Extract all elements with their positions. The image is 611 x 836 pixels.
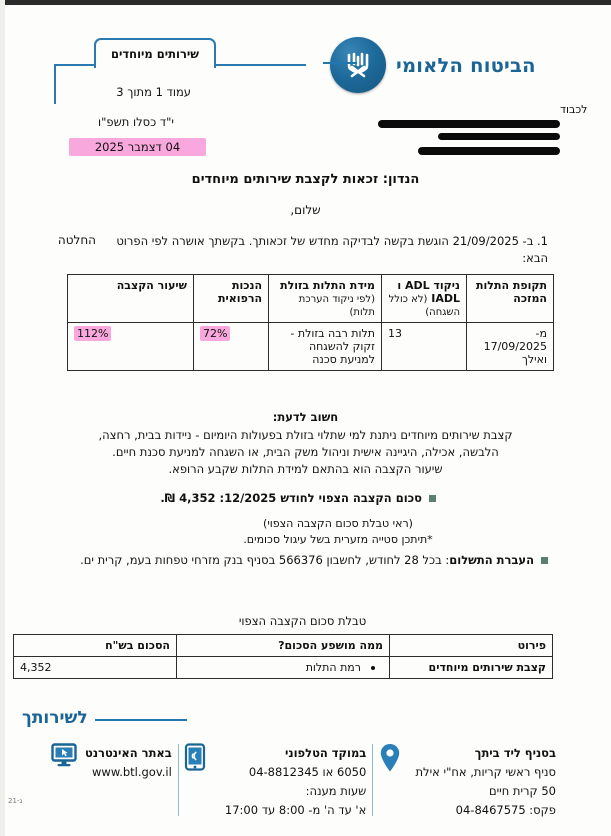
expected-amount-subnote-line-2: *תיתכן סטייה מזערית בשל עיגול סכומים.	[243, 533, 433, 546]
bullet-payment-transfer-text	[60, 552, 534, 569]
expected-amount-table	[13, 634, 553, 679]
bullet-expected-amount	[56, 490, 436, 507]
cell-benefit-name: קצבת שירותים מיוחדים	[390, 657, 553, 679]
table-row	[14, 657, 553, 679]
bullet-expected-amount-label: סכום הקצבה הצפוי לחודש 12/2025: 4,352 ₪.	[160, 491, 422, 505]
decision-section-text: 1. ב- 21/09/2025 הוגשת בקשה לבדיקה מחדש של זכאותך. בקשתך אושרה לפי הפרוט הבא:	[116, 234, 548, 265]
footer-contact-columns	[51, 742, 556, 818]
amount-table-caption: טבלת סכום הקצבה הצפוי	[238, 614, 367, 628]
bullet-payment-transfer-label: העברת התשלום	[449, 553, 534, 567]
bullet-square-icon	[541, 557, 548, 564]
page-counter	[116, 85, 191, 99]
column-header-period: תקופת התלות המזכה	[467, 275, 554, 323]
important-note-body	[63, 427, 548, 478]
footer-column-website	[51, 742, 172, 818]
footer-website-head: באתר האינטרנט	[85, 746, 172, 760]
page-title: הנדון: זכאות לקצבת שירותים מיוחדים	[191, 172, 420, 187]
footer-phone-head: במוקד הטלפוני	[285, 746, 367, 760]
tab-vertical-rule	[54, 64, 56, 104]
scan-edge-left	[0, 0, 5, 836]
footer-branch-text	[409, 742, 556, 818]
important-note-line-2: הלבשה, אכילה, היגיינה אישית וניהול משק הבית, או השגחה למניעת סכנת חיים.	[112, 445, 499, 459]
column-header-adl	[382, 275, 467, 323]
footer-branch-address-2: 50 קרית חיים	[488, 784, 556, 798]
footer-phone-hours-value: א' עד ה' מ- 8:00 עד 17:00	[224, 803, 367, 817]
redacted-recipient-line-2	[438, 133, 560, 140]
bullet-square-icon	[429, 495, 436, 502]
column-header-adl-main: ניקוד ADL ו IADL	[397, 279, 460, 305]
column-header-degree	[269, 275, 382, 323]
decision-section-label: החלטה	[57, 233, 96, 247]
footer-branch-fax: פקס: 04-8467575	[455, 803, 556, 817]
gregorian-date-highlighted: 04 דצמבר 2025	[69, 138, 206, 156]
column-header-adl-sub: (לא כולל השגחה)	[388, 294, 460, 318]
footer-branch-address-1: סניף ראשי קריות, אח"י אילת	[415, 765, 556, 779]
expected-amount-subnote	[128, 516, 548, 548]
cell-adl-score: 13	[382, 323, 467, 371]
cell-benefit-rate-value: 112%	[74, 326, 111, 341]
map-pin-icon	[379, 743, 401, 777]
column-header-detail: פירוט	[390, 635, 553, 657]
footer-website-text	[85, 742, 172, 780]
redacted-recipient-line-3	[418, 147, 560, 155]
hebrew-date: י"ד כסלו תשפ"ו	[98, 115, 174, 129]
brand-underline	[323, 62, 357, 64]
column-header-affected-by: ממה מושפע הסכום?	[177, 635, 390, 657]
bullet-expected-amount-text	[82, 490, 422, 507]
important-note-line-1: קצבת שירותים מיוחדים ניתנת למי שתלוי בזולת בפעולות היומיום - ניידות בבית, רחצה,	[98, 428, 513, 442]
column-header-degree-main: מידת התלות בזולת	[280, 279, 375, 292]
cell-dependency-degree: תלות רבה בזולת - זקוק להשגחה למניעת סכנה	[269, 323, 382, 371]
monitor-icon	[51, 743, 77, 771]
mobile-phone-icon	[184, 743, 206, 775]
organization-brand	[330, 30, 600, 100]
footer-phone-text	[214, 742, 366, 818]
recipient-label: לכבוד	[560, 103, 588, 116]
cell-medical-disability	[194, 323, 269, 371]
column-header-medical-disability: הנכות הרפואית	[194, 275, 269, 323]
footer-branch-head: בסניף ליד ביתך	[474, 746, 556, 760]
redacted-recipient-line-1	[378, 120, 560, 128]
bullet-dot-icon	[371, 666, 375, 670]
cell-affected-by	[177, 657, 390, 679]
eligibility-table	[67, 274, 554, 371]
salutation: שלום,	[290, 203, 321, 217]
service-tab-text: שירותים מיוחדים	[111, 47, 199, 61]
footer-title: לשירותך	[22, 708, 88, 728]
expected-amount-subnote-line-1: (ראי טבלת סכום הקצבה הצפוי)	[263, 517, 413, 530]
footer-website-url[interactable]: www.btl.gov.il	[92, 765, 172, 779]
important-note-title: חשוב לדעת:	[272, 410, 339, 424]
column-header-benefit-rate: שיעור הקצבה	[68, 275, 194, 323]
bullet-payment-transfer-details: : בכל 28 לחודש, לחשבון 566376 בסניף בנק מזרחי טפחות בעמ, קרית ים.	[80, 553, 450, 567]
cell-sum: 4,352	[14, 657, 177, 679]
footer-column-phone	[184, 742, 366, 818]
footer-underline	[95, 719, 187, 721]
footer-phone-numbers: 6050 או 04-8812345	[248, 765, 367, 779]
document-code: ג-21	[8, 797, 23, 805]
service-tab-label	[94, 38, 216, 68]
cell-benefit-rate	[68, 323, 194, 371]
cell-medical-disability-value: 72%	[200, 326, 230, 341]
important-note-line-3: שיעור הקצבה הוא בהתאם למידת התלות שקבע הרופא.	[168, 462, 443, 476]
column-header-sum: הסכום בש"ח	[14, 635, 177, 657]
page-counter-text: עמוד 1 מתוך 3	[116, 85, 191, 99]
table-header-row	[68, 275, 554, 323]
cell-period: מ- 17/09/2025 ואילך	[467, 323, 554, 371]
bullet-payment-transfer	[56, 552, 548, 569]
table-row	[68, 323, 554, 371]
column-header-degree-sub: (לפי ניקוד הערכת תלות)	[298, 294, 375, 318]
table-header-row	[14, 635, 553, 657]
scan-edge-top	[0, 0, 611, 5]
organization-name: הביטוח הלאומי	[396, 53, 536, 77]
footer-column-branch	[379, 742, 556, 818]
cell-affected-by-text: רמת התלות	[305, 661, 361, 674]
national-insurance-logo-icon	[330, 37, 386, 93]
footer-phone-hours-label: שעות מענה:	[305, 784, 367, 798]
